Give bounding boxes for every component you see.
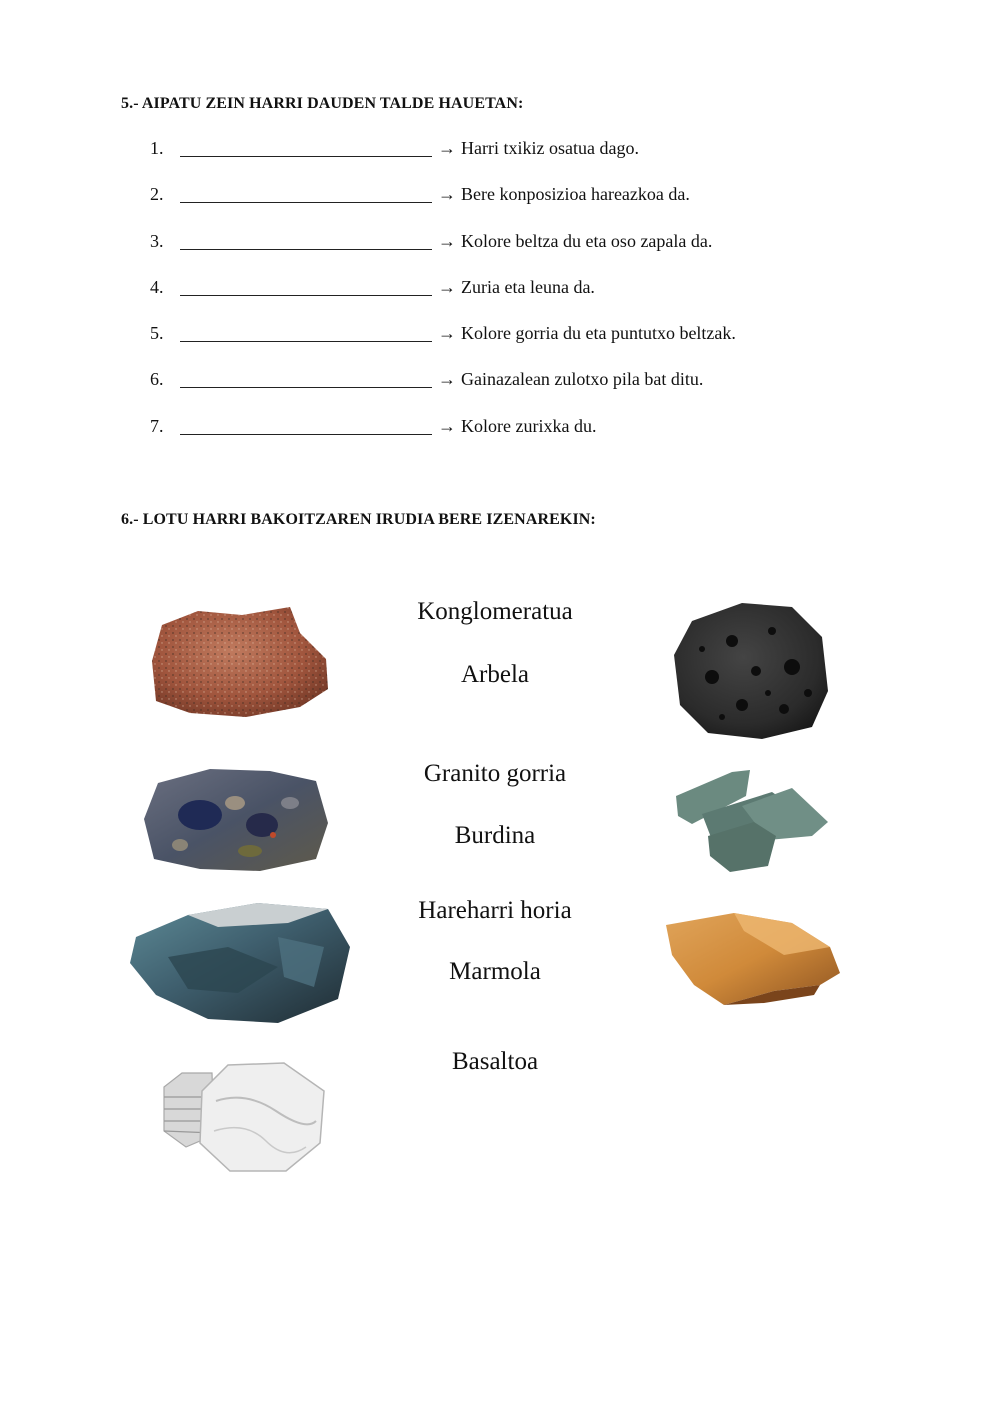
item-number: 7. (150, 415, 164, 436)
arrow: → (438, 276, 456, 297)
list-item (150, 323, 736, 369)
item-clue: Bere konposizioa hareazkoa da. (461, 184, 690, 205)
rock-name-hareharri-horia[interactable]: Hareharri horia (418, 897, 572, 924)
rock-name-granito-gorria[interactable]: Granito gorria (423, 760, 567, 787)
rock-name-basaltoa[interactable]: Basaltoa (451, 1048, 539, 1075)
exercise-5-list (150, 138, 736, 462)
answer-blank[interactable] (180, 231, 432, 250)
answer-blank[interactable] (180, 323, 432, 342)
arrow: → (438, 138, 456, 158)
slate-rock-icon[interactable] (672, 766, 832, 876)
conglomerate-rock-icon[interactable] (140, 763, 332, 875)
red-granite-rock-icon[interactable] (150, 603, 332, 721)
item-number: 6. (150, 369, 164, 390)
basalt-rock-icon[interactable] (672, 601, 832, 743)
item-clue: Harri txikiz osatua dago. (461, 138, 639, 158)
arrow: → (438, 184, 456, 205)
answer-blank[interactable] (180, 369, 432, 388)
item-clue: Kolore beltza du eta oso zapala da. (461, 230, 713, 251)
rock-name-marmola[interactable]: Marmola (449, 958, 541, 985)
list-item (150, 416, 736, 462)
exercise-5-title: 5.- AIPATU ZEIN HARRI DAUDEN TALDE HAUETAN: (121, 95, 524, 112)
item-clue: Zuria eta leuna da. (461, 276, 595, 297)
list-item (150, 231, 736, 277)
arrow: → (438, 415, 456, 436)
item-clue: Kolore zurixka du. (461, 415, 597, 436)
answer-blank[interactable] (180, 277, 432, 296)
item-number: 3. (150, 230, 164, 251)
item-number: 2. (150, 184, 164, 205)
rock-name-konglomeratua[interactable]: Konglomeratua (417, 598, 573, 625)
iron-ore-rock-icon[interactable] (128, 897, 354, 1029)
marble-coasters-icon[interactable] (156, 1061, 328, 1177)
rock-name-burdina[interactable]: Burdina (454, 822, 536, 849)
item-clue: Gainazalean zulotxo pila bat ditu. (461, 369, 704, 390)
list-item (150, 277, 736, 323)
item-number: 4. (150, 276, 164, 297)
item-number: 5. (150, 323, 164, 344)
arrow: → (438, 369, 456, 390)
arrow: → (438, 323, 456, 344)
answer-blank[interactable] (180, 184, 432, 203)
item-clue: Kolore gorria du eta puntutxo beltzak. (461, 323, 736, 344)
rock-name-arbela[interactable]: Arbela (460, 661, 530, 688)
answer-blank[interactable] (180, 416, 432, 435)
item-number: 1. (150, 138, 164, 158)
list-item (150, 184, 736, 230)
list-item (150, 138, 736, 184)
answer-blank[interactable] (180, 138, 432, 157)
list-item (150, 369, 736, 415)
yellow-sandstone-rock-icon[interactable] (664, 911, 842, 1009)
arrow: → (438, 230, 456, 251)
exercise-6-title: 6.- LOTU HARRI BAKOITZAREN IRUDIA BERE IZENAREKIN: (121, 511, 596, 528)
